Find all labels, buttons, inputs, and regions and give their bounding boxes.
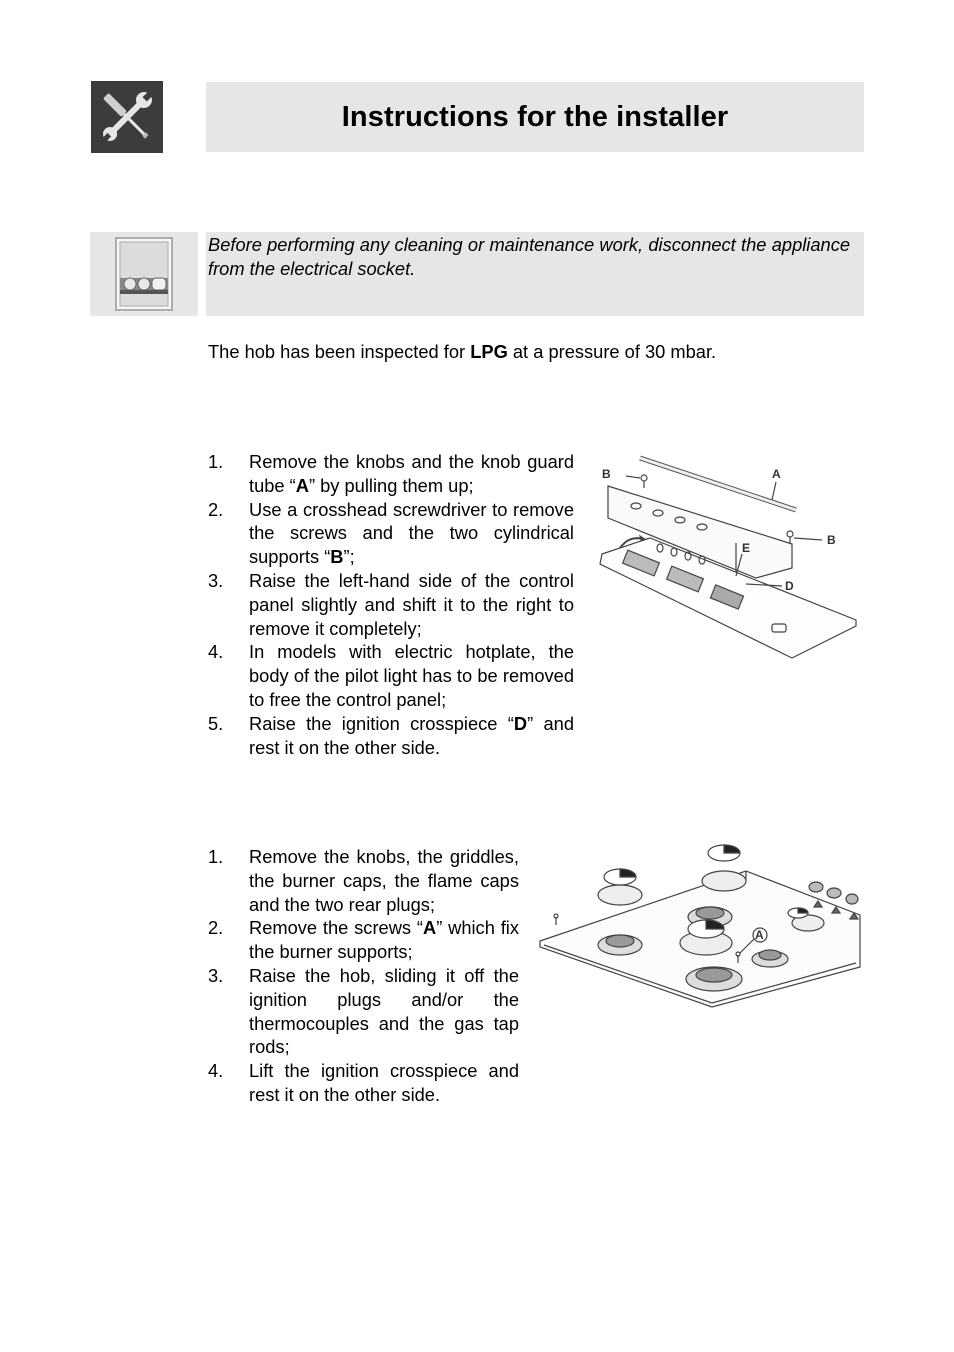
tools-icon xyxy=(91,81,163,153)
header-bar xyxy=(206,82,864,152)
list-item: 1. Remove the knobs and the knob guard tube “A” by pulling them up; xyxy=(208,451,574,496)
electrical-socket-icon xyxy=(90,232,198,316)
list-item: 5. Raise the ignition crosspiece “D” and rest it on the other side. xyxy=(208,712,574,758)
hob-burners-diagram xyxy=(536,843,862,1009)
warning-text: Before performing any cleaning or maintenance work, disconnect the appliance from the electrical socket. xyxy=(208,234,850,279)
list-item: 4. In models with electric hotplate, the body of the pilot light has to be removed to free the control panel; xyxy=(208,641,574,710)
figure-label-a: A xyxy=(755,928,764,942)
list-item: 2. Use a crosshead screwdriver to remove the screws and the two cylindrical supports “B”; xyxy=(208,498,574,568)
page-title: Instructions for the installer xyxy=(341,100,729,133)
control-panel-removal-steps xyxy=(208,450,574,759)
list-item: 4. Lift the ignition crosspiece and rest it on the other side. xyxy=(208,1060,519,1105)
warning-box xyxy=(206,232,864,316)
list-item: 3. Raise the left-hand side of the control panel slightly and shift it to the right to remove it completely; xyxy=(208,569,574,639)
figure-label-b: B xyxy=(827,533,836,547)
list-item: 1. Remove the knobs, the griddles, the burner caps, the flame caps and the two rear plugs; xyxy=(208,846,519,915)
figure-label-a: A xyxy=(772,467,781,481)
list-item: 2. Remove the screws “A” which fix the burner supports; xyxy=(208,917,519,963)
warning-icon-box xyxy=(90,232,198,316)
control-panel-diagram xyxy=(596,448,858,666)
lpg-inspection-note: The hob has been inspected for LPG at a pressure of 30 mbar. xyxy=(208,341,717,362)
figure-label-b: B xyxy=(602,467,611,481)
figure-label-d: D xyxy=(785,579,794,593)
hob-removal-steps xyxy=(208,845,519,1107)
figure-label-e: E xyxy=(742,541,751,555)
list-item: 3. Raise the hob, sliding it off the ignition plugs and/or the thermocouples and the gas tap rods; xyxy=(208,964,519,1058)
